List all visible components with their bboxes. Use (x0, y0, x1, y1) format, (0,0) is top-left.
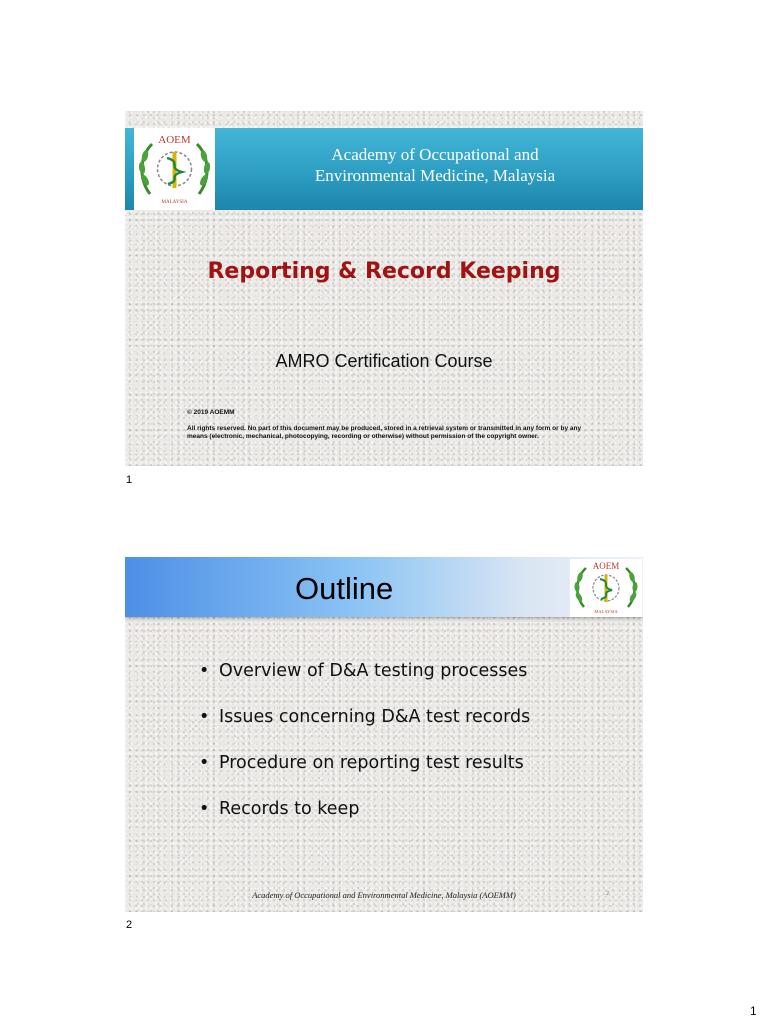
title-banner (125, 128, 643, 210)
bullet-icon: • (199, 707, 210, 727)
list-item-text: Records to keep (219, 799, 360, 819)
aoem-logo (570, 559, 642, 617)
list-item-text: Issues concerning D&A test records (219, 707, 531, 727)
bullet-icon: • (199, 661, 210, 681)
slide-subtitle: AMRO Certification Course (275, 351, 493, 371)
academy-name (235, 144, 635, 186)
aoem-logo (134, 128, 215, 210)
list-item-text: Overview of D&A testing processes (219, 661, 528, 681)
outline-list (199, 658, 530, 842)
list-item (199, 750, 530, 796)
list-item (199, 796, 530, 842)
slide-page-number: 2 (606, 891, 609, 897)
aoem-logo-icon (134, 128, 215, 210)
slide-number-1: 1 (126, 474, 133, 486)
list-item (199, 658, 530, 704)
slide-title: Outline (295, 571, 394, 606)
slide-2 (125, 557, 643, 912)
bullet-icon: • (199, 753, 210, 773)
slide-1 (125, 111, 643, 466)
list-item-text: Procedure on reporting test results (219, 753, 524, 773)
academy-name-line-2: Environmental Medicine, Malaysia (314, 166, 556, 185)
list-item (199, 704, 530, 750)
svg-text:AOEM: AOEM (158, 134, 191, 146)
rights-statement: All rights reserved. No part of this document may be produced, stored in a retrieval system or transmitted in any form or by any means (electronic, mechanical, photocopying, recording or otherwise) without permission of the copyright owner. (187, 425, 582, 440)
bullet-icon: • (199, 799, 210, 819)
slide-title: Reporting & Record Keeping (207, 259, 561, 284)
page-number: 1 (750, 1004, 757, 1018)
svg-text:MALAYSIA: MALAYSIA (161, 200, 188, 205)
academy-name-line-1: Academy of Occupational and (331, 145, 539, 164)
slide-number-2: 2 (126, 919, 133, 931)
svg-text:AOEM: AOEM (592, 561, 620, 571)
aoem-logo-icon (570, 559, 642, 617)
copyright-notice: © 2019 AOEMM (187, 409, 235, 416)
slide-footer: Academy of Occupational and Environmental Medicine, Malaysia (AOEMM) (252, 890, 516, 900)
svg-text:MALAYSIA: MALAYSIA (594, 609, 618, 614)
outline-header (125, 557, 643, 617)
